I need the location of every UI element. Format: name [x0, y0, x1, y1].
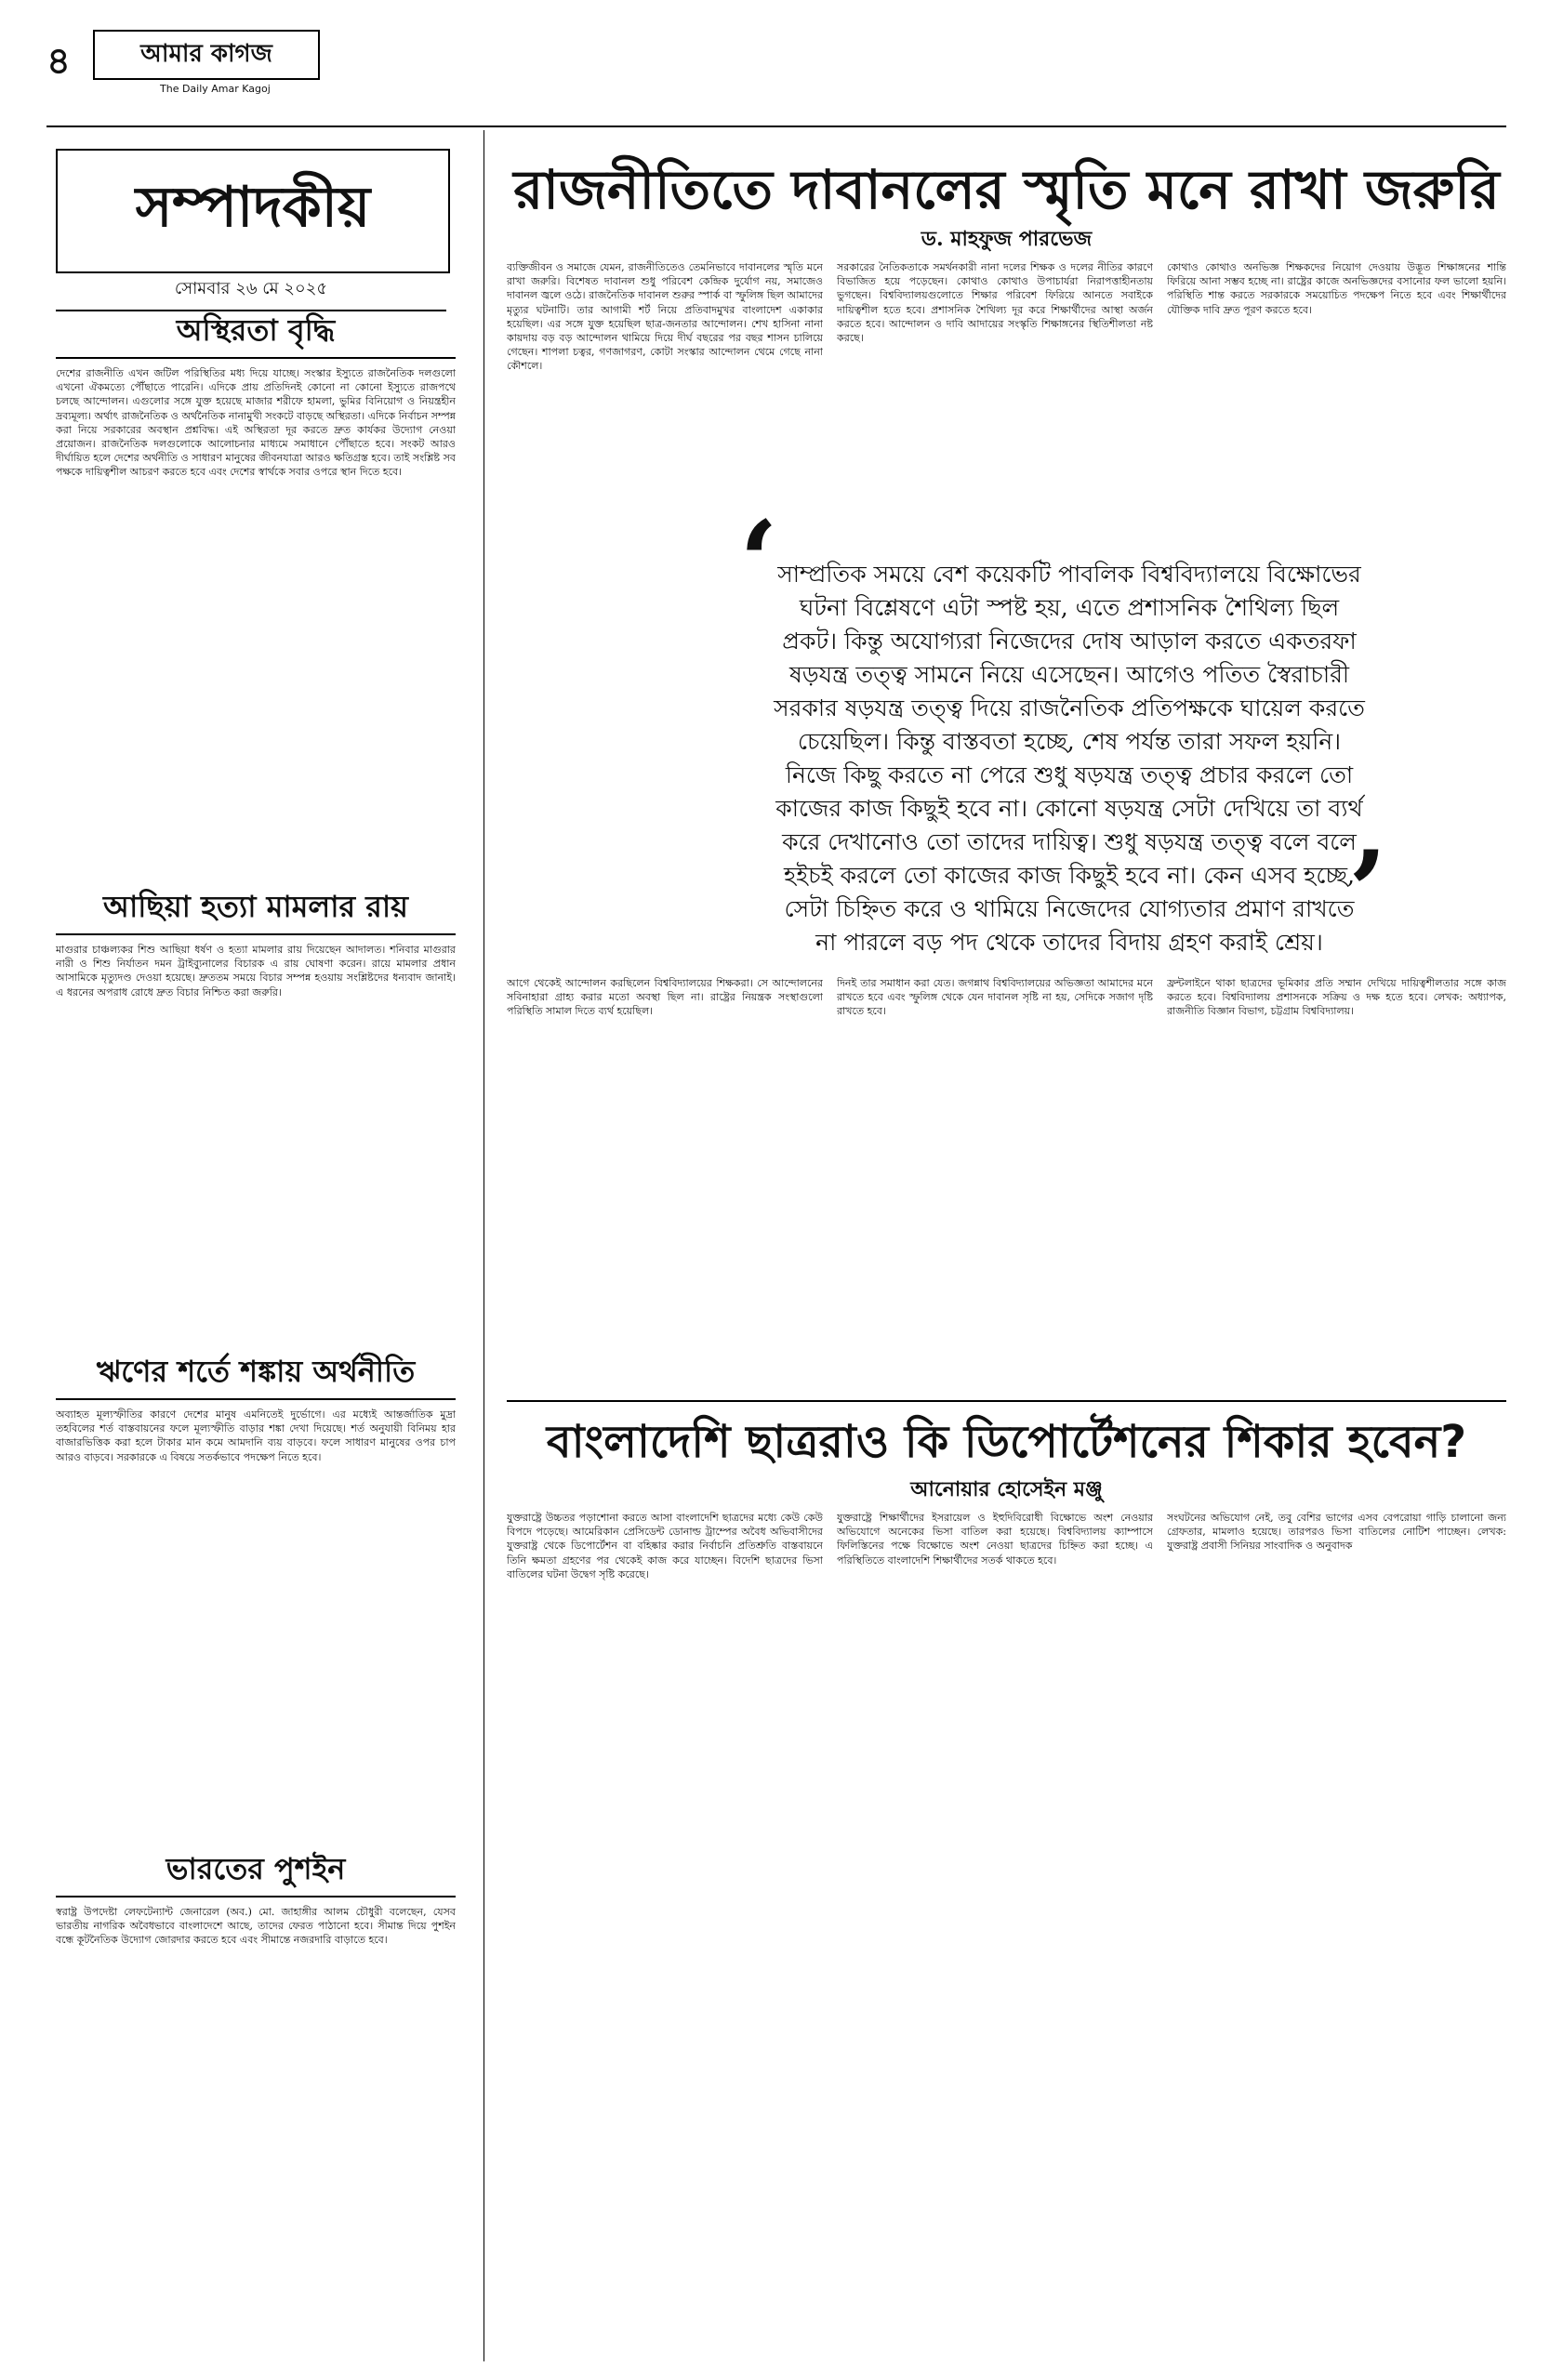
article-column: কোথাও কোথাও অনভিজ্ঞ শিক্ষকদের নিয়োগ দেওয়ায় উদ্ভূত শিক্ষাঙ্গনের শান্তি ফিরিয়ে আনা সম্ভব হচ্ছে না। রাষ্ট্রের কাজে অনভিজ্ঞদের বসানোর ফল ভালো হয়নি। পরিস্থিতি শান্ত করতে সরকারকে সময়োচিত পদক্ষেপ নিতে হবে এবং শিক্ষার্থীদের যৌক্তিক দাবি দ্রুত পূরণ করতে হবে। [1167, 261, 1506, 316]
page-header [46, 26, 1506, 100]
section-title: অস্থিরতা বৃদ্ধি [56, 307, 456, 359]
header-rule [46, 126, 1506, 127]
section-title: ভারতের পুশইন [56, 1845, 456, 1897]
editorial-section [56, 883, 456, 1333]
article-column: যুক্তরাষ্ট্রে উচ্চতর পড়াশোনা করতে আসা বাংলাদেশি ছাত্রদের মধ্যে কেউ কেউ বিপদে পড়েছে। আমেরিকান প্রেসিডেন্ট ডোনাল্ড ট্রাম্পের অবৈধ অভিবাসীদের যুক্তরাষ্ট্র থেকে ডিপোর্টেশন বা বহিষ্কার করার নির্বাচনি প্রতিশ্রুতি বাস্তবায়নে তিনি ক্ষমতা গ্রহণের পর থেকেই কাজ করে যাচ্ছেন। বিদেশি ছাত্রদের ভিসা বাতিলের ঘটনা উদ্বেগ সৃষ্টি করেছে। [507, 1512, 823, 1580]
article-byline: আনোয়ার হোসেইন মঞ্জু [910, 1477, 1103, 1501]
article-divider [507, 1400, 1506, 1402]
article-column: আগে থেকেই আন্দোলন করছিলেন বিশ্ববিদ্যালয়ের শিক্ষকরা। সে আন্দোলনের সবিনাহারা গ্রাহ্য করার মতো অবস্থা ছিল না। রাষ্ট্রের নিয়ন্ত্রক সংস্থাগুলো পরিস্থিতি সামাল দিতে ব্যর্থ হয়েছিল। [507, 977, 823, 1018]
article-column: যুক্তরাষ্ট্রে শিক্ষার্থীদের ইসরায়েল ও ইহুদিবিরোধী বিক্ষোভে অংশ নেওয়ার অভিযোগে অনেকের ভিসা বাতিল করা হয়েছে। বিশ্ববিদ্যালয় ক্যাম্পাসে ফিলিস্তিনের পক্ষে বিক্ষোভে অংশ নেওয়া ছাত্রদের চিহ্নিত করা হচ্ছে। এ পরিস্থিতিতে বাংলাদেশি শিক্ষার্থীদের সতর্ক থাকতে হবে। [837, 1512, 1153, 1567]
open-quote-icon: ‘ [739, 496, 778, 628]
article-byline: ড. মাহফুজ পারভেজ [921, 227, 1093, 251]
editorial-date: সোমবার ২৬ মে ২০২৫ [56, 275, 446, 311]
section-body: দেশের রাজনীতি এখন জটিল পরিস্থিতির মধ্য দিয়ে যাচ্ছে। সংস্কার ইস্যুতে রাজনৈতিক দলগুলো এখনো ঐকমত্যে পৌঁছাতে পারেনি। এদিকে প্রায় প্রতিদিনই কোনো না কোনো ইস্যুতে রাজপথে চলছে আন্দোলন। এগুলোর সঙ্গে যুক্ত হয়েছে মাজার শরীফে হামলা, ভুমির বিনিয়োগ ও নিয়ন্ত্রহীন দ্রব্যমূল্য। অর্থাৎ রাজনৈতিক ও অর্থনৈতিক নানামুখী সংকটে বাড়ছে অস্থিরতা। এদিকে নির্বাচন সম্পন্ন করা নিয়ে সরকারের অবস্থান প্রশ্নবিদ্ধ। এই অস্থিরতা দূর করতে দ্রুত কার্যকর উদ্যোগ নেওয়া প্রয়োজন। রাজনৈতিক দলগুলোকে আলোচনার মাধ্যমে সমাধানে পৌঁছাতে হবে। সংকট আরও দীর্ঘায়িত হলে দেশের অর্থনীতি ও সাধারণ মানুষের জীবনযাত্রা আরও ক্ষতিগ্রস্ত হবে। তাই সংশ্লিষ্ট সব পক্ষকে দায়িত্বশীল আচরণ করতে হবে এবং দেশের স্বার্থকে সবার ওপরে স্থান দিতে হবে। [56, 367, 456, 479]
article-column: ব্যক্তিজীবন ও সমাজে যেমন, রাজনীতিতেও তেমনিভাবে দাবানলের স্মৃতি মনে রাখা জরুরি। বিশেষত দাবানল শুধু পরিবেশ কেন্দ্রিক দুর্যোগ নয়, সমাজেও দাবানল জ্বলে ওঠে। রাজনৈতিক দাবানল শুরুর স্পার্ক বা স্ফুলিঙ্গ ছিল আমাদের মৃত্যুর ঘটনাটি। তার আগামী শর্ট নিয়ে প্রতিবাদমুখর বাংলাদেশ একাকার হয়েছিল। এর সঙ্গে যুক্ত হয়েছিল ছাত্র-জনতার আন্দোলন। শেখ হাসিনা নানা কায়দায় বড় বড় আন্দোলন থামিয়ে দিয়ে দীর্ঘ বছরের পর বছর শাসন চালিয়ে গেছেন। শাপলা চত্বর, গণজাগরণ, কোটা সংস্কার আন্দোলন থেমে গেছে নানা কৌশলে। [507, 261, 823, 373]
editorial-section [56, 1845, 456, 2342]
editorial-section [56, 307, 456, 724]
article-column: ফ্রন্টলাইনে থাকা ছাত্রদের ভূমিকার প্রতি সম্মান দেখিয়ে দায়িত্বশীলতার সঙ্গে কাজ করতে হবে। বিশ্ববিদ্যালয় প্রশাসনকে সক্রিয় ও দক্ষ হতে হবে। লেখক: অধ্যাপক, রাজনীতি বিজ্ঞান বিভাগ, চট্টগ্রাম বিশ্ববিদ্যালয়। [1167, 977, 1506, 1018]
section-body: স্বরাষ্ট্র উপদেষ্টা লেফটেন্যান্ট জেনারেল (অব.) মো. জাহাঙ্গীর আলম চৌধুরী বলেছেন, যেসব ভারতীয় নাগরিক অবৈধভাবে বাংলাদেশে আছে, তাদের ফেরত পাঠানো হবে। সীমান্ত দিয়ে পুশইন বন্ধে কূটনৈতিক উদ্যোগ জোরদার করতে হবে এবং সীমান্তে নজরদারি বাড়াতে হবে। [56, 1906, 456, 1947]
logo-text: আমার কাগজ [140, 40, 272, 68]
page-number: ৪ [46, 40, 71, 83]
pull-quote: সাম্প্রতিক সময়ে বেশ কয়েকটি পাবলিক বিশ্ববিদ্যালয়ে বিক্ষোভের ঘটনা বিশ্লেষণে এটা স্পষ্ট হয়, এতে প্রশাসনিক শৈথিল্য ছিল প্রকট। কিন্তু অযোগ্যরা নিজেদের দোষ আড়াল করতে একতরফা ষড়যন্ত্র তত্ত্ব সামনে নিয়ে এসেছেন। আগেও পতিত স্বৈরাচারী সরকার ষড়যন্ত্র তত্ত্ব দিয়ে রাজনৈতিক প্রতিপক্ষকে ঘায়েল করতে চেয়েছিল। কিন্তু বাস্তবতা হচ্ছে, শেষ পর্যন্ত তারা সফল হয়নি। নিজে কিছু করতে না পেরে শুধু ষড়যন্ত্র তত্ত্ব প্রচার করলে তো কাজের কাজ কিছুই হবে না। কোনো ষড়যন্ত্র সেটা দেখিয়ে তা ব্যর্থ করে দেখানোও তো তাদের দায়িত্ব। শুধু ষড়যন্ত্র তত্ত্ব বলে বলে হইচই করলে তো কাজের কাজ কিছুই হবে না। কেন এসব হচ্ছে, সেটা চিহ্নিত করে ও থামিয়ে নিজেদের যোগ্যতার প্রমাণ রাখতে না পারলে বড় পদ থেকে তাদের বিদায় গ্রহণ করাই শ্রেয়। [774, 561, 1365, 956]
logo-tagline: The Daily Amar Kagoj [160, 83, 271, 95]
article-headline: রাজনীতিতে দাবানলের স্মৃতি মনে রাখা জরুরি [513, 158, 1500, 221]
section-body: মাগুরার চাঞ্চল্যকর শিশু আছিয়া ধর্ষণ ও হত্যা মামলার রায় দিয়েছেন আদালত। শনিবার মাগুরার নারী ও শিশু নির্যাতন দমন ট্রাইব্যুনালের বিচারক এ রায় ঘোষণা করেন। রায়ে মামলার প্রধান আসামিকে মৃত্যুদণ্ড দেওয়া হয়েছে। দ্রুততম সময়ে বিচার সম্পন্ন হওয়ায় সংশ্লিষ্টদের ধন্যবাদ জানাই। এ ধরনের অপরাধ রোধে দ্রুত বিচার নিশ্চিত করা জরুরি। [56, 944, 456, 998]
editorial-heading: সম্পাদকীয় [56, 149, 450, 273]
close-quote-icon: ’ [1348, 826, 1387, 958]
section-title: আছিয়া হত্যা মামলার রায় [56, 883, 456, 935]
article-column: সরকারের নৈতিকতাকে সমর্থনকারী নানা দলের শিক্ষক ও দলের নীতির কারণে বিভাজিত হয়ে পড়েছেন। কোথাও কোথাও উপাচার্যরা নিরাপত্তাহীনতায় ভুগছেন। বিশ্ববিদ্যালয়গুলোতে শিক্ষার পরিবেশ ফিরিয়ে আনতে সবাইকে দায়িত্বশীল হতে হবে। প্রশাসনিক শৈথিল্য দূর করে শিক্ষার্থীদের আস্থা অর্জন করতে হবে। আন্দোলন ও দাবি আদায়ের সংস্কৃতি শিক্ষাঙ্গনের স্থিতিশীলতা নষ্ট করছে। [837, 261, 1153, 345]
newspaper-logo [93, 30, 320, 95]
section-body: অব্যাহত মূল্যস্ফীতির কারণে দেশের মানুষ এমনিতেই দুর্ভোগে। এর মধ্যেই আন্তর্জাতিক মুদ্রা তহবিলের শর্ত বাস্তবায়নের ফলে মূল্যস্ফীতি বাড়ার শঙ্কা দেখা দিয়েছে। শর্ত অনুযায়ী বিনিময় হার বাজারভিত্তিক করা হলে টাকার মান কমে আমদানি ব্যয় বাড়বে। ফলে সাধারণ মানুষের ওপর চাপ আরও বাড়বে। সরকারকে এ বিষয়ে সতর্কভাবে পদক্ষেপ নিতে হবে। [56, 1408, 456, 1463]
article-column: সংঘটনের অভিযোগ নেই, তবু বেশির ভাগের এসব বেপরোয়া গাড়ি চালানো জন্য গ্রেফতার, মামলাও হয়েছে। তারপরও ভিসা বাতিলের নোটিশ পাচ্ছেন। লেখক: যুক্তরাষ্ট্র প্রবাসী সিনিয়র সাংবাদিক ও অনুবাদক [1167, 1512, 1506, 1553]
section-title: ঋণের শর্তে শঙ্কায় অর্থনীতি [56, 1348, 456, 1400]
article-headline: বাংলাদেশি ছাত্ররাও কি ডিপোর্টেশনের শিকার হবেন? [546, 1416, 1467, 1468]
editorial-section [56, 1348, 456, 1844]
article-column: দিনই তার সমাধান করা যেত। জগন্নাথ বিশ্ববিদ্যালয়ের অভিজ্ঞতা আমাদের মনে রাখতে হবে এবং স্ফুলিঙ্গ থেকে যেন দাবানল সৃষ্টি না হয়, সেদিকে সজাগ দৃষ্টি রাখতে হবে। [837, 977, 1153, 1018]
